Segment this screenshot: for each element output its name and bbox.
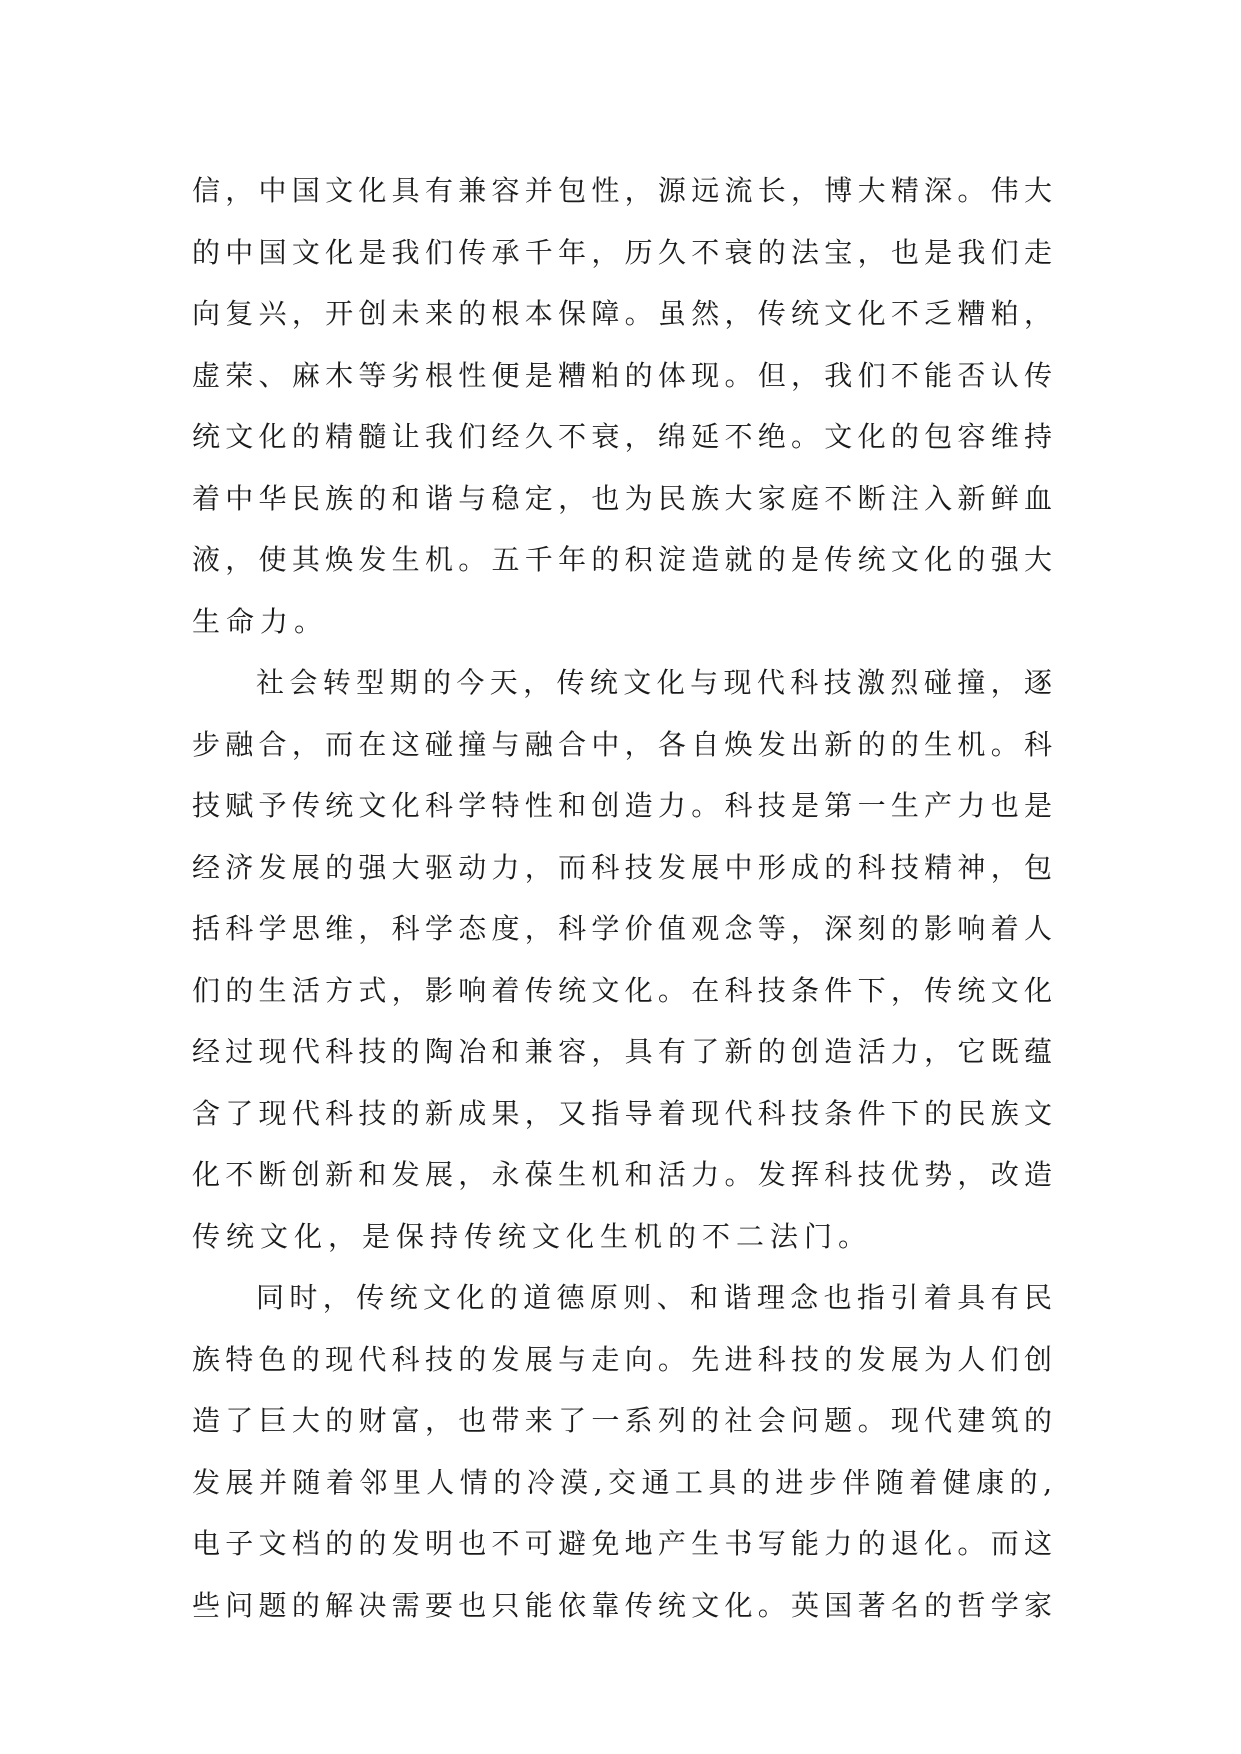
text-line: 虚荣、麻木等劣根性便是糟粕的体现。但，我们不能否认传 <box>192 358 1052 392</box>
text-line: 向复兴，开创未来的根本保障。虽然，传统文化不乏糟粕， <box>192 297 1052 330</box>
text-line: 发展并随着邻里人情的冷漠,交通工具的进步伴随着健康的, <box>192 1465 1052 1499</box>
text-line: 步融合，而在这碰撞与融合中，各自焕发出新的的生机。科 <box>192 727 1052 761</box>
text-line: 电子文档的的发明也不可避免地产生书写能力的退化。而这 <box>192 1527 1052 1560</box>
text-line: 液，使其焕发生机。五千年的积淀造就的是传统文化的强大 <box>192 543 1052 576</box>
text-line: 族特色的现代科技的发展与走向。先进科技的发展为人们创 <box>192 1342 1052 1376</box>
text-line: 化不断创新和发展，永葆生机和活力。发挥科技优势，改造 <box>192 1158 1052 1191</box>
text-line: 括科学思维，科学态度，科学价值观念等，深刻的影响着人 <box>192 912 1052 945</box>
text-line: 生命力。 <box>192 604 329 638</box>
text-line: 造了巨大的财富，也带来了一系列的社会问题。现代建筑的 <box>192 1404 1052 1437</box>
text-line: 着中华民族的和谐与稳定，也为民族大家庭不断注入新鲜血 <box>192 481 1052 515</box>
text-line: 经济发展的强大驱动力，而科技发展中形成的科技精神，包 <box>192 850 1052 884</box>
text-line: 些问题的解决需要也只能依靠传统文化。英国著名的哲学家 <box>192 1588 1052 1622</box>
text-line: 的中国文化是我们传承千年，历久不衰的法宝，也是我们走 <box>192 235 1052 269</box>
text-line: 技赋予传统文化科学特性和创造力。科技是第一生产力也是 <box>192 789 1052 822</box>
paragraph-first-line: 社会转型期的今天，传统文化与现代科技激烈碰撞，逐 <box>256 666 1052 699</box>
text-line: 们的生活方式，影响着传统文化。在科技条件下，传统文化 <box>192 973 1052 1007</box>
text-line: 含了现代科技的新成果，又指导着现代科技条件下的民族文 <box>192 1096 1052 1130</box>
body-text <box>192 160 1052 1636</box>
text-line: 经过现代科技的陶冶和兼容，具有了新的创造活力，它既蕴 <box>192 1035 1052 1068</box>
text-line: 信，中国文化具有兼容并包性，源远流长，博大精深。伟大 <box>192 174 1052 207</box>
text-line: 传统文化，是保持传统文化生机的不二法门。 <box>192 1219 873 1253</box>
paragraph-first-line: 同时，传统文化的道德原则、和谐理念也指引着具有民 <box>256 1281 1052 1314</box>
text-line: 统文化的精髓让我们经久不衰，绵延不绝。文化的包容维持 <box>192 420 1052 453</box>
